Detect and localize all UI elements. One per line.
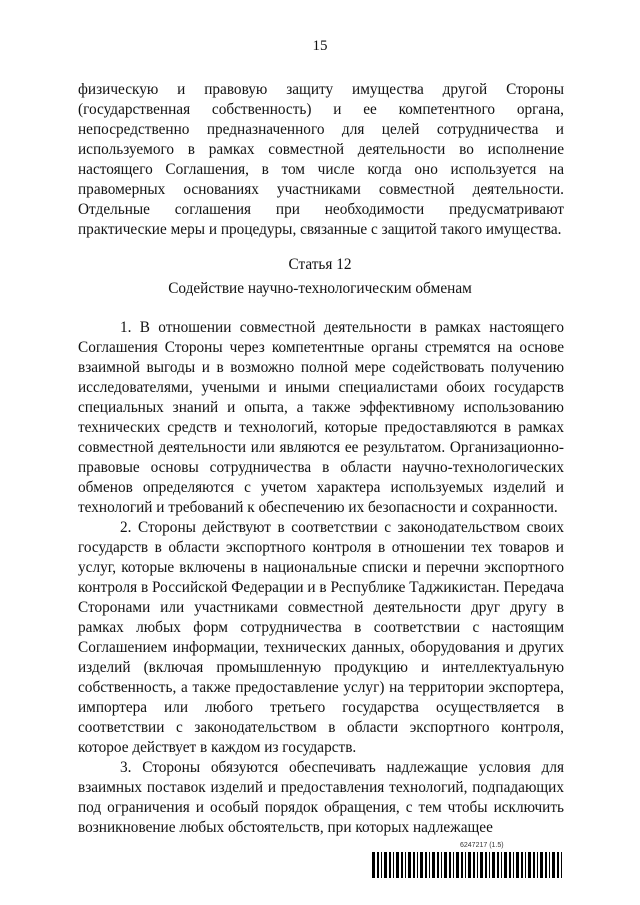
article-paragraph-3: 3. Стороны обязуются обеспечивать надлежащие условия для взаимных поставок изделий и предоставления технологий, подпадающих под ограничения и особый порядок обращения, с тем чтобы исключить возникновение любых обстоятельств, при которых надлежащее [78,759,564,836]
intro-paragraph-block [78,80,564,240]
article-title: Содействие научно-технологическим обменам [168,280,472,297]
barcode-image [372,852,562,878]
document-code: 6247217 (1.5) [460,842,504,849]
article-paragraph-1: 1. В отношении совместной деятельности в рамках настоящего Соглашения Стороны через компетентные органы стремятся на основе взаимной выгоды и в возможно полной мере содействовать получению исследователями, учеными и иными специалистами обоих государств специальных знаний и опыта, а также эффективному использованию технических средств и технологий, которые предоставляются в рамках совместной деятельности или являются ее результатом. Организационно-правовые основы сотрудничества в области научно-технологических обменов определяются с учетом характера используемых изделий и технологий и требований к обеспечению их безопасности и сохранности. [78,319,564,516]
page-number: 15 [312,38,328,54]
article-paragraph-2: 2. Стороны действуют в соответствии с законодательством своих государств в области экспортного контроля в отношении тех товаров и услуг, которые включены в национальные списки и перечни экспортного контроля в Российской Федерации и в Республике Таджикистан. Передача Сторонами или участниками совместной деятельности друг другу в рамках любых форм сотрудничества в соответствии с настоящим Соглашением информации, технических данных, оборудования и других изделий (включая промышленную продукцию и интеллектуальную собственность, а также предоставление услуг) на территории экспортера, импортера или любого третьего государства осуществляется в соответствии с законодательством в области экспортного контроля, которое действует в каждом из государств. [78,519,564,756]
article-number: Статья 12 [288,256,352,273]
intro-paragraph: физическую и правовую защиту имущества другой Стороны (государственная собственность) и ее компетентного органа, непосредственно предназначенного для целей сотрудничества и используемого в рамках совместной деятельности во исполнение настоящего Соглашения, в том числе когда оно используется на правомерных основаниях участниками совместной деятельности. Отдельные соглашения при необходимости предусматривают практические меры и процедуры, связанные с защитой такого имущества. [78,81,564,238]
article-body [78,318,564,838]
